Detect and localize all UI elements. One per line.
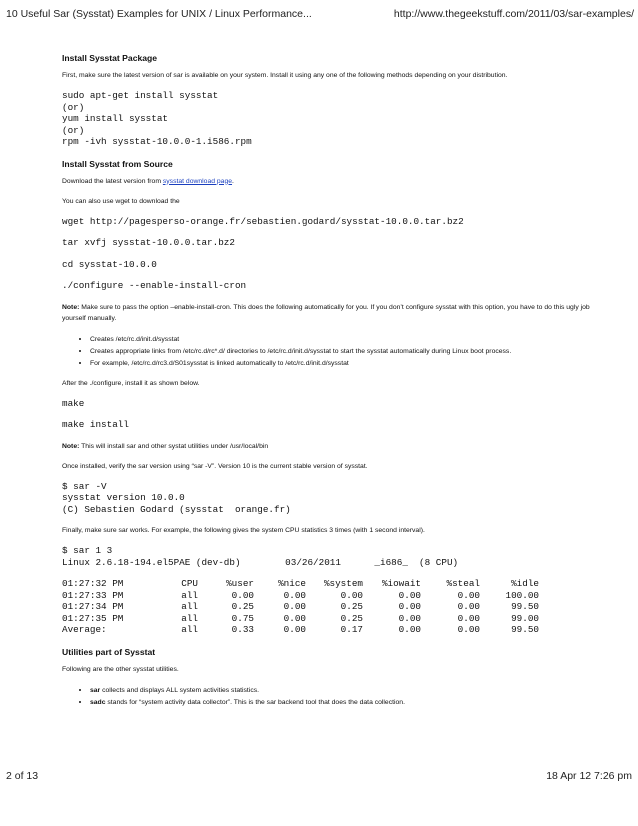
cell-cpu: all [181, 601, 198, 612]
cell-steal: 0.00 [457, 612, 480, 624]
cell-system: 0.00 [340, 589, 363, 601]
code-block-install-commands: sudo apt-get install sysstat (or) yum install sysstat (or) rpm -ivh sysstat-10.0.0-1.i586.rpm [62, 90, 252, 147]
install-location-note [62, 441, 614, 452]
header-cpu: CPU [181, 578, 198, 589]
header-time: 01:27:32 PM [62, 578, 124, 589]
page-title-header: 10 Useful Sar (Sysstat) Examples for UNIX / Linux Performance... [6, 8, 312, 20]
section-heading-install-source: Install Sysstat from Source [62, 158, 173, 169]
print-date: 18 Apr 12 7:26 pm [546, 770, 632, 782]
cell-nice: 0.00 [283, 612, 306, 624]
cell-time: Average: [62, 624, 107, 635]
note-text: Make sure to pass the option –enable-install-cron. This does the following automatically for you. If you don’t configure sysstat with this option, you have to do this ugly job yourself manually. [62, 303, 590, 322]
table-row [62, 601, 539, 613]
table-row [62, 624, 539, 636]
after-configure-text: After the ./configure, install it as shown below. [62, 379, 200, 387]
page-url-header: http://www.thegeekstuff.com/2011/03/sar-examples/ [393, 8, 634, 20]
cell-system: 0.25 [340, 612, 363, 624]
cell-system: 0.17 [340, 624, 363, 635]
cell-time: 01:27:34 PM [62, 601, 124, 612]
cell-nice: 0.00 [283, 601, 306, 612]
install-package-intro: First, make sure the latest version of sar is available on your system. Install it using any one of the following methods depending on your distribution. [62, 72, 508, 79]
cell-user: 0.25 [231, 601, 254, 612]
cell-user: 0.33 [231, 624, 254, 635]
utility-name: sar [90, 686, 101, 694]
page-number: 2 of 13 [6, 770, 39, 782]
cell-idle: 100.00 [505, 589, 539, 601]
cell-steal: 0.00 [457, 601, 480, 612]
section-heading-install-package: Install Sysstat Package [62, 53, 158, 63]
utilities-list [62, 684, 614, 708]
cell-iowait: 0.00 [398, 624, 421, 635]
header-user: %user [226, 578, 254, 589]
header-steal: %steal [446, 578, 480, 589]
cell-iowait: 0.00 [398, 601, 421, 612]
cell-user: 0.75 [231, 612, 254, 624]
cell-steal: 0.00 [457, 589, 480, 601]
cell-time: 01:27:33 PM [62, 589, 124, 601]
cell-steal: 0.00 [457, 624, 480, 635]
cell-nice: 0.00 [283, 589, 306, 601]
code-block-make-install: make install [62, 419, 129, 430]
note-label: Note: [62, 303, 80, 311]
cell-idle: 99.50 [511, 624, 539, 635]
download-text: Download the latest version from [62, 177, 163, 185]
list-item [90, 696, 614, 708]
table-row [62, 613, 539, 625]
cell-idle: 99.00 [511, 612, 539, 624]
note-label: Note: [62, 442, 80, 450]
code-block-make: make [62, 397, 85, 409]
cell-system: 0.25 [340, 601, 363, 612]
list-item: • Creates /etc/rc.d/init.d/sysstat [90, 333, 614, 345]
sysstat-download-link[interactable]: sysstat download page [162, 177, 233, 185]
code-block-sar-version: $ sar -V sysstat version 10.0.0 (C) Sebastien Godard (sysstat orange.fr) [62, 480, 291, 515]
configure-bullet-list [62, 333, 614, 369]
download-paragraph [62, 176, 614, 187]
section-heading-utilities: Utilities part of Sysstat [62, 646, 156, 657]
header-idle: %idle [511, 578, 539, 589]
cell-cpu: all [181, 612, 198, 624]
verify-version-text: Once installed, verify the sar version using “sar -V”. Version 10 is the current stable version of sysstat. [62, 462, 368, 470]
code-block-cd: cd sysstat-10.0.0 [62, 258, 157, 270]
note-text: This will install sar and other systat utilities under /usr/local/bin [79, 442, 269, 450]
cell-iowait: 0.00 [398, 612, 421, 624]
header-nice: %nice [278, 578, 306, 589]
sar-output-table [62, 578, 539, 636]
header-system: %system [323, 578, 363, 589]
cell-cpu: all [181, 624, 198, 635]
cell-nice: 0.00 [283, 624, 306, 635]
list-item [90, 684, 614, 696]
list-item: • For example, /etc/rc.d/rc3.d/S01sysstat is linked automatically to /etc/rc.d/init.d/sysstat [90, 357, 614, 369]
cell-idle: 99.50 [511, 601, 539, 612]
header-iowait: %iowait [381, 578, 421, 589]
article-content [62, 52, 614, 717]
cell-time: 01:27:35 PM [62, 612, 124, 624]
sar-works-text: Finally, make sure sar works. For example, the following gives the system CPU statistics 3 times (with 1 second interval). [62, 527, 425, 534]
list-item: • Creates appropriate links from /etc/rc.d/rc*.d/ directories to /etc/rc.d/init.d/sysstat to start the sysstat automatically during Linux boot process. [90, 345, 614, 357]
table-header-row [62, 578, 539, 590]
configure-note [62, 302, 614, 324]
utility-description: stands for “system activity data collector”. This is the sar backend tool that does the data collection. [105, 698, 405, 706]
cell-iowait: 0.00 [398, 589, 421, 601]
code-block-wget: wget http://pagesperso-orange.fr/sebastien.godard/sysstat-10.0.0.tar.bz2 [62, 215, 464, 227]
utilities-intro: Following are the other sysstat utilities. [62, 665, 179, 673]
code-block-configure: ./configure --enable-install-cron [62, 280, 247, 291]
code-block-sar-command: $ sar 1 3 Linux 2.6.18-194.el5PAE (dev-db) 03/26/2011 _i686_ (8 CPU) [62, 545, 459, 568]
wget-note: You can also use wget to download the [62, 197, 180, 205]
cell-user: 0.00 [231, 589, 254, 601]
utility-name: sadc [90, 698, 106, 706]
table-row [62, 590, 539, 602]
cell-cpu: all [181, 589, 198, 601]
code-block-tar: tar xvfj sysstat-10.0.0.tar.bz2 [62, 237, 235, 248]
download-period: . [232, 177, 234, 185]
utility-description: collects and displays ALL system activities statistics. [100, 686, 259, 694]
